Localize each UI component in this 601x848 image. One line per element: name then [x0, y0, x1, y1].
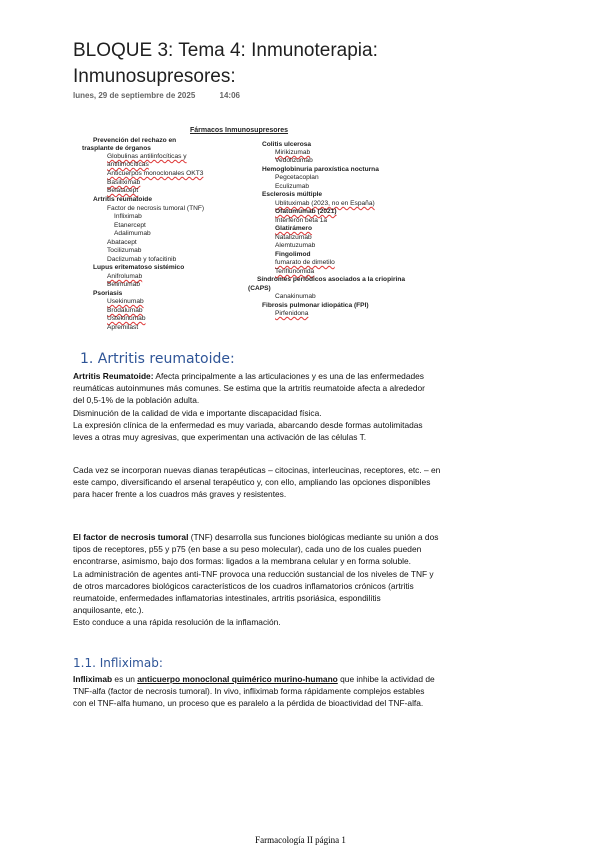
para-line: con el TNF-alfa humano, un proceso que es paralelo a la pérdida de bioactividad del TNF-alfa.	[73, 698, 424, 709]
fig-item: Usekinumab	[107, 298, 144, 305]
para-line: reumáticas autoinmunes más comunes. Se estima que la artritis reumatoide afecta a alrededor	[73, 383, 425, 394]
fig-item: Globulinas antilinfocíticas y	[107, 153, 187, 160]
para-line: anquilosante, etc.).	[73, 605, 144, 616]
fig-item: Adalimumab	[114, 230, 151, 237]
fig-item: Belimumab	[107, 281, 140, 288]
fig-item: Vedolizumab	[275, 157, 313, 164]
fig-item: Belatacept	[107, 187, 139, 194]
fig-item: Ofatumumab (2021)	[275, 208, 337, 215]
paragraph-dianas	[73, 464, 543, 501]
bold-term: Infliximab	[73, 674, 113, 684]
paragraph-tnf	[73, 531, 543, 629]
figure-title: Fármacos Inmunosupresores	[190, 127, 289, 134]
fig-item: Apremilast	[107, 324, 139, 331]
para-line: Disminución de la calidad de vida e importante discapacidad física.	[73, 407, 322, 418]
fig-item: Ublituximab (2023, no en España)	[275, 200, 375, 207]
para-line: La administración de agentes anti-TNF provoca una reducción sustancial de los niveles de TNF y	[73, 568, 434, 579]
fig-item: Anifrolumab	[107, 273, 143, 280]
bold-term: Artritis Reumatoide:	[73, 371, 154, 381]
fig-item: Teriflunomida	[275, 268, 315, 275]
para-line: reumatoide, enfermedades inflamatorias intestinales, artritis psoriásica, espondilitis	[73, 593, 381, 604]
para-text: es un	[112, 674, 138, 684]
fig-item: Ustekinumab	[107, 315, 146, 322]
fig-item: Pirfenidona	[275, 310, 309, 317]
fig-item: Anticuerpos monoclonales OKT3	[107, 170, 204, 177]
fig-item: Infliximab	[114, 213, 142, 220]
fig-item: Artritis reumatoide	[93, 196, 152, 203]
fig-item: fumarato de dimetilo	[275, 259, 335, 266]
para-line: de otros marcadores biológicos característicos de los cuadros inflamatorios crónicos (artritis	[73, 580, 414, 591]
para-line	[73, 370, 543, 382]
para-text: Afecta principalmente a las articulaciones y es una de las enfermedades	[153, 371, 424, 381]
fig-item: Pegcetacoplan	[275, 174, 319, 181]
fig-item: Canakinumab	[275, 293, 316, 300]
fig-item: Esclerosis múltiple	[262, 191, 323, 198]
title-line-2: Inmunosupresores:	[73, 66, 236, 87]
para-line: tipos de receptores, p55 y p75 (en base a su peso molecular), cada uno de los cuales pueden	[73, 544, 422, 555]
section-heading-artritis: 1. Artritis reumatoide:	[80, 351, 235, 367]
para-line: este campo, diversificando el arsenal terapéutico y, con ello, ampliando las opciones disponibles	[73, 477, 431, 488]
paragraph-artritis-intro	[73, 370, 543, 443]
para-text: que inhibe la actividad de	[337, 674, 435, 684]
fig-item: Abatacept	[107, 239, 137, 246]
fig-item: Hemoglobinuria paroxística nocturna	[262, 166, 379, 173]
para-line: Cada vez se incorporan nuevas dianas terapéuticas – citocinas, interleucinas, receptores, etc. – en	[73, 465, 441, 475]
page-time: 14:06	[219, 91, 240, 100]
fig-item: Colitis ulcerosa	[262, 141, 312, 148]
para-line: leves a otras muy agresivas, que experimentan una activación de las células T.	[73, 432, 367, 443]
para-line: TNF-alfa (factor de necrosis tumoral). In vivo, infliximab forma rápidamente complejos estables	[73, 686, 425, 697]
fig-item: Fingolimod	[275, 251, 311, 258]
para-text: (TNF) desarrolla sus funciones biológicas mediante su unión a dos	[188, 532, 439, 542]
fig-item: antitimocíticas	[107, 161, 149, 168]
page-date: lunes, 29 de septiembre de 2025	[73, 91, 196, 100]
page-title	[73, 38, 378, 90]
para-line: para hacer frente a los cuadros más graves y resistentes.	[73, 489, 287, 500]
para-line: encontrarse, asimismo, bajo dos formas: ligados a la membrana celular y en forma soluble.	[73, 556, 411, 567]
section-heading-infliximab: 1.1. Infliximab:	[73, 656, 163, 670]
bold-term: El factor de necrosis tumoral	[73, 532, 189, 542]
bold-term: anticuerpo monoclonal quimérico murino-humano	[137, 674, 338, 684]
para-line: Esto conduce a una rápida resolución de la inflamación.	[73, 617, 281, 628]
para-line: La expresión clínica de la enfermedad es muy variada, abarcando desde formas autolimitadas	[73, 419, 423, 430]
fig-item: Síndromes periódicos asociados a la criopirina	[257, 276, 406, 283]
paragraph-infliximab	[73, 673, 543, 710]
title-line-1: BLOQUE 3: Tema 4: Inmunoterapia:	[73, 40, 378, 61]
fig-item: Alemtuzumab	[275, 242, 316, 249]
fig-item: Natalizumab	[275, 234, 312, 241]
fig-item: Daclizumab y tofacitinib	[107, 256, 177, 263]
fig-item: Prevención del rechazo en	[93, 137, 177, 144]
fig-item: Factor de necrosis tumoral (TNF)	[107, 205, 205, 212]
page-footer: Farmacología II página 1	[255, 835, 346, 845]
fig-item: Eculizumab	[275, 183, 310, 190]
fig-item: Basiliximab	[107, 179, 141, 186]
fig-item: Mirikizumab	[275, 149, 311, 156]
fig-item: Fibrosis pulmonar idiopática (FPI)	[262, 302, 369, 309]
page-timestamp	[73, 91, 240, 100]
para-line	[73, 531, 543, 543]
para-line	[73, 673, 543, 685]
para-line: del 0,5-1% de la población adulta.	[73, 395, 200, 406]
fig-item: Psoriasis	[93, 290, 123, 297]
fig-item: Etanercept	[114, 222, 146, 229]
fig-item: Tocilizumab	[107, 247, 142, 254]
fig-item: Interferón beta 1a	[275, 217, 328, 224]
fig-item: trasplante de órganos	[82, 145, 151, 152]
fig-item: (CAPS)	[248, 285, 271, 292]
fig-item: Lupus eritematoso sistémico	[93, 264, 185, 271]
fig-item: Brodalumab	[107, 307, 143, 314]
fig-item: Glatirámero	[275, 225, 313, 232]
